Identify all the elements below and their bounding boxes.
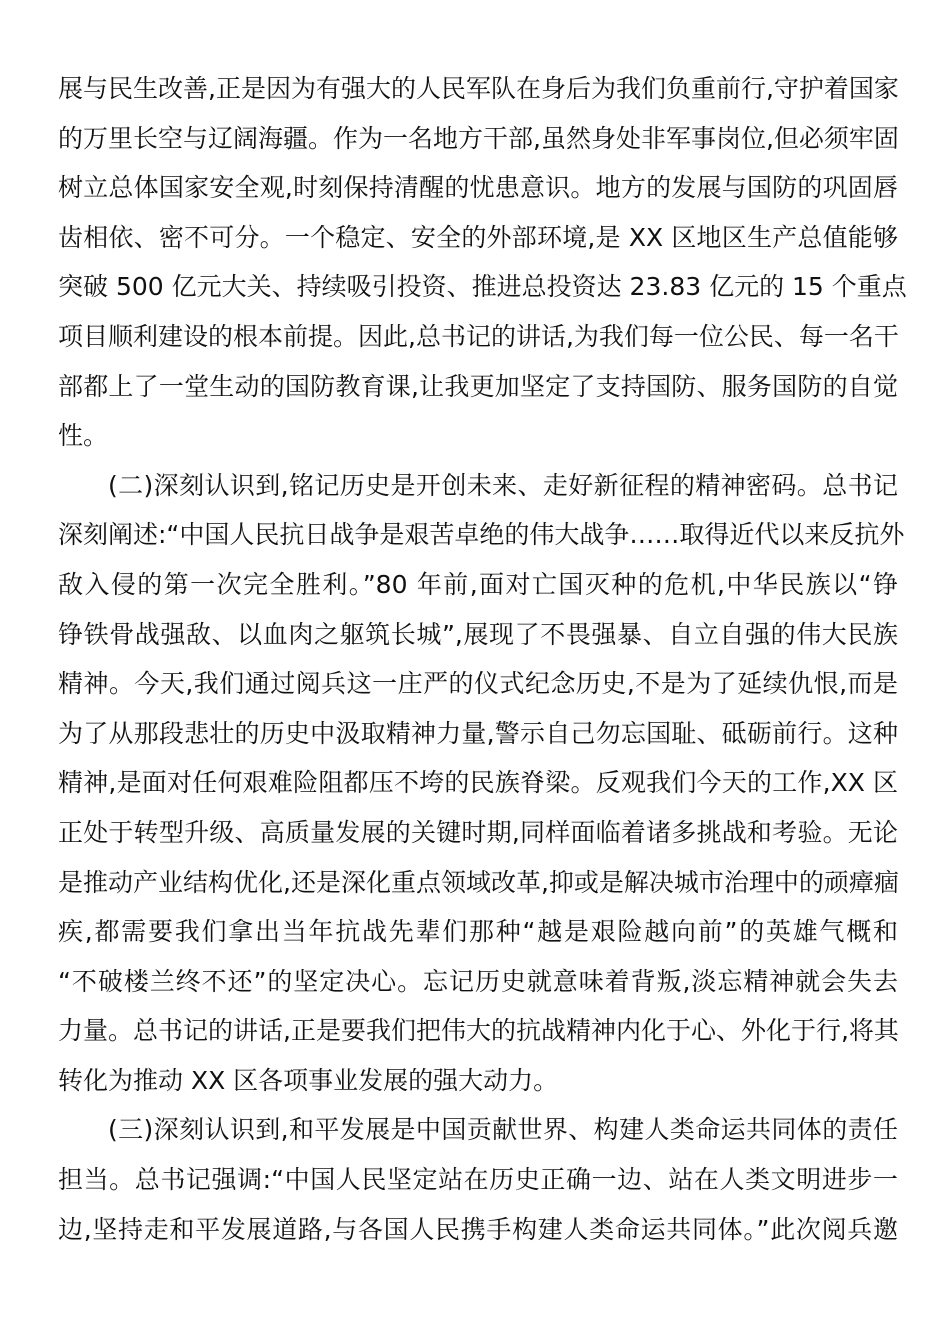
paragraph-line: 齿相依、密不可分。一个稳定、安全的外部环境,是 XX 区地区生产总值能够 (58, 222, 898, 252)
paragraph-line: 敌入侵的第一次完全胜利。”80 年前,面对亡国灭种的危机,中华民族以“铮 (58, 569, 898, 599)
paragraph-line: 树立总体国家安全观,时刻保持清醒的忧患意识。地方的发展与国防的巩固唇 (58, 173, 898, 203)
paragraph-line: 担当。总书记强调:“中国人民坚定站在历史正确一边、站在人类文明进步一 (58, 1165, 898, 1195)
paragraph-line: 展与民生改善,正是因为有强大的人民军队在身后为我们负重前行,守护着国家 (58, 74, 899, 103)
paragraph-line: 铮铁骨战强敌、以血肉之躯筑长城”,展现了不畏强暴、自立自强的伟大民族 (58, 619, 898, 649)
paragraph-line: 部都上了一堂生动的国防教育课,让我更加坚定了支持国防、服务国防的自觉 (58, 371, 898, 401)
paragraph-2 (58, 461, 905, 1106)
paragraph-line: 转化为推动 XX 区各项事业发展的强大动力。 (58, 1065, 559, 1095)
paragraph-3 (58, 1105, 898, 1254)
paragraph-line: 项目顺利建设的根本前提。因此,总书记的讲话,为我们每一位公民、每一名干 (58, 321, 899, 351)
paragraph-line: 为了从那段悲壮的历史中汲取精神力量,警示自己勿忘国耻、砥砺前行。这种 (58, 718, 898, 748)
paragraph-line: 精神。今天,我们通过阅兵这一庄严的仪式纪念历史,不是为了延续仇恨,而是 (58, 669, 898, 699)
paragraph-line: 突破 500 亿元大关、持续吸引投资、推进总投资达 23.83 亿元的 15 个重点 (58, 272, 907, 302)
paragraph-line: 边,坚持走和平发展道路,与各国人民携手构建人类命运共同体。”此次阅兵邀 (58, 1214, 898, 1244)
document-page (58, 64, 907, 1254)
paragraph-heading-line: (二)深刻认识到,铭记历史是开创未来、走好新征程的精神密码。总书记 (108, 470, 898, 500)
paragraph-line: 疾,都需要我们拿出当年抗战先辈们那种“越是艰险越向前”的英雄气概和 (58, 917, 898, 947)
paragraph-line: 正处于转型升级、高质量发展的关键时期,同样面临着诸多挑战和考验。无论 (58, 817, 898, 847)
paragraph-line: 是推动产业结构优化,还是深化重点领域改革,抑或是解决城市治理中的顽瘴痼 (58, 867, 899, 897)
paragraph-heading-line: (三)深刻认识到,和平发展是中国贡献世界、构建人类命运共同体的责任 (108, 1115, 898, 1145)
paragraph-line: 深刻阐述:“中国人民抗日战争是艰苦卓绝的伟大战争……取得近代以来反抗外 (58, 520, 905, 550)
paragraph-line: 力量。总书记的讲话,正是要我们把伟大的抗战精神内化于心、外化于行,将其 (58, 1016, 899, 1046)
paragraph-line: “不破楼兰终不还”的坚定决心。忘记历史就意味着背叛,淡忘精神就会失去 (58, 966, 898, 996)
paragraph-line: 精神,是面对任何艰难险阻都压不垮的民族脊梁。反观我们今天的工作,XX 区 (58, 768, 898, 798)
paragraph-line: 性。 (58, 421, 109, 451)
paragraph-line: 的万里长空与辽阔海疆。作为一名地方干部,虽然身处非军事岗位,但必须牢固 (58, 123, 899, 153)
paragraph-1 (58, 64, 907, 461)
